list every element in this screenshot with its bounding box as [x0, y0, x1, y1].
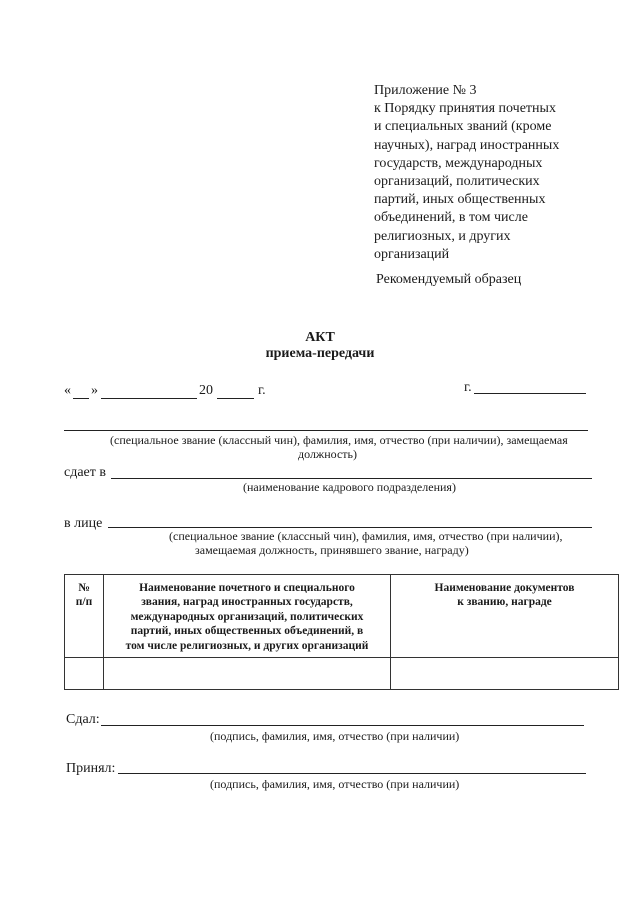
table-cell[interactable]	[391, 658, 619, 690]
header-number-line: п/п	[75, 596, 93, 609]
appendix-line: объединений, в том числе	[374, 210, 528, 226]
city-prefix: г.	[464, 380, 472, 395]
table-cell[interactable]	[104, 658, 391, 690]
appendix-line: государств, международных	[374, 155, 543, 171]
appendix-line: религиозных, и других	[374, 228, 511, 244]
document-title: АКТ	[305, 330, 335, 345]
receiver-caption-cont: замещаемая должность, принявшего звание, награду)	[195, 543, 469, 557]
city-field[interactable]	[474, 393, 586, 394]
header-documents	[391, 575, 619, 658]
appendix-line: и специальных званий (кроме	[374, 119, 552, 135]
appendix-line: партий, иных общественных	[374, 192, 546, 208]
received-caption: (подпись, фамилия, имя, отчество (при наличии)	[210, 777, 460, 791]
handed-signature-field[interactable]	[101, 725, 584, 726]
day-field[interactable]	[73, 398, 89, 399]
year-prefix: 20	[199, 383, 213, 398]
awards-table	[64, 574, 619, 690]
represented-label: в лице	[64, 516, 103, 531]
receiver-caption: (специальное звание (классный чин), фамилия, имя, отчество (при наличии),	[169, 529, 563, 543]
year-field[interactable]	[217, 398, 254, 399]
handed-label: Сдал:	[66, 712, 100, 727]
receiver-field[interactable]	[108, 527, 592, 528]
header-documents-line: к званию, награде	[457, 596, 552, 609]
person-caption: (специальное звание (классный чин), фамилия, имя, отчество (при наличии), замещаемая	[110, 433, 568, 447]
appendix-line: Приложение № 3	[374, 83, 477, 98]
hr-department-field[interactable]	[111, 478, 592, 479]
date-quote-close: »	[91, 383, 98, 398]
received-signature-field[interactable]	[118, 773, 586, 774]
person-caption-cont: должность)	[298, 447, 357, 461]
header-award-line: звания, наград иностранных государств,	[141, 596, 353, 609]
header-award-line: Наименование почетного и специального	[139, 582, 355, 594]
handed-caption: (подпись, фамилия, имя, отчество (при наличии)	[210, 729, 460, 743]
person-field[interactable]	[64, 430, 588, 431]
appendix-line: организаций, политических	[374, 174, 540, 190]
hands-over-label: сдает в	[64, 465, 106, 480]
hr-department-caption: (наименование кадрового подразделения)	[243, 480, 456, 494]
header-documents-line: Наименование документов	[434, 582, 575, 594]
header-award-line: партий, иных общественных объединений, в	[130, 625, 364, 638]
header-award-line: том числе религиозных, и других организаций	[125, 639, 369, 652]
header-award-line: международных организаций, политических	[130, 610, 364, 623]
date-quote-open: «	[64, 383, 71, 398]
appendix-line: к Порядку принятия почетных	[374, 101, 556, 117]
appendix-line: организаций	[374, 246, 450, 262]
received-label: Принял:	[66, 761, 116, 776]
header-award-name	[104, 575, 391, 658]
header-number-line: №	[78, 582, 90, 594]
table-cell[interactable]	[65, 658, 104, 690]
document-subtitle: приема-передачи	[265, 346, 375, 361]
table-header-row	[65, 575, 619, 658]
month-field[interactable]	[101, 398, 197, 399]
year-suffix: г.	[258, 383, 266, 398]
appendix-line: научных), наград иностранных	[374, 137, 560, 153]
recommended-sample-label: Рекомендуемый образец	[376, 272, 522, 287]
appendix-block	[374, 82, 614, 264]
table-row	[65, 658, 619, 690]
header-number	[65, 575, 104, 658]
